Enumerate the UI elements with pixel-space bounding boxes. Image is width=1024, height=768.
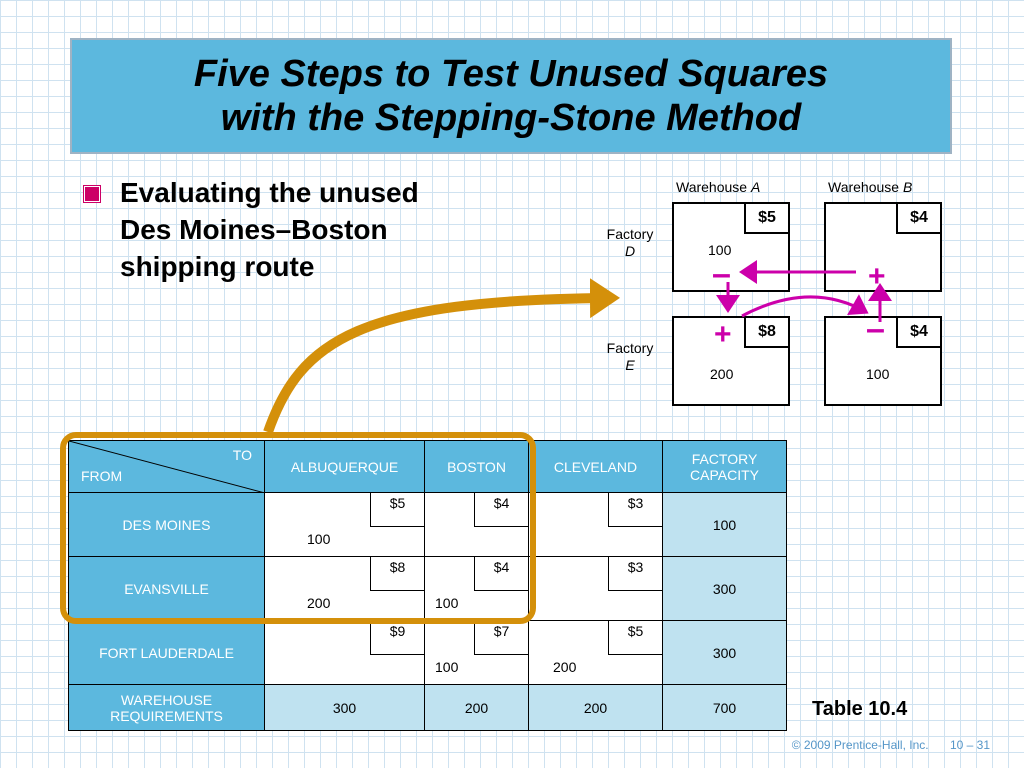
capacity-cell: 100 bbox=[663, 493, 787, 557]
row-header-des-moines: DES MOINES bbox=[69, 493, 265, 557]
cell-cost: $5 bbox=[370, 493, 424, 527]
cell-cost: $5 bbox=[744, 204, 788, 234]
row-header-evansville: EVANSVILLE bbox=[69, 557, 265, 621]
column-header-capacity: FACTORY CAPACITY bbox=[663, 441, 787, 493]
table-cell bbox=[529, 557, 663, 621]
cell-cost: $9 bbox=[370, 621, 424, 655]
cell-cost: $3 bbox=[608, 493, 662, 527]
gold-pointer-arrow bbox=[268, 298, 610, 432]
sign-minus-eb: – bbox=[866, 310, 885, 348]
from-label: FROM bbox=[81, 468, 123, 484]
cell-cost: $8 bbox=[744, 318, 788, 348]
table-cell bbox=[265, 621, 425, 685]
row-header-fort-lauderdale: FORT LAUDERDALE bbox=[69, 621, 265, 685]
warehouse-b-label: Warehouse B bbox=[828, 179, 913, 195]
footer bbox=[774, 738, 990, 752]
factory-e-label: Factory E bbox=[606, 340, 654, 373]
cell-cost: $3 bbox=[608, 557, 662, 591]
to-label: TO bbox=[232, 447, 252, 463]
requirement-cell: 200 bbox=[529, 685, 663, 731]
column-header-boston: BOSTON bbox=[425, 441, 529, 493]
table-cell bbox=[425, 621, 529, 685]
table-caption: Table 10.4 bbox=[812, 698, 908, 720]
bullet-line2: Des Moines–Boston bbox=[120, 214, 388, 245]
sign-plus-db: + bbox=[868, 260, 886, 293]
cell-cost: $4 bbox=[896, 204, 940, 234]
table-cell bbox=[529, 621, 663, 685]
capacity-cell: 300 bbox=[663, 557, 787, 621]
column-header-cleveland: CLEVELAND bbox=[529, 441, 663, 493]
cell-value: 200 bbox=[553, 659, 577, 675]
cell-value: 100 bbox=[435, 595, 459, 611]
capacity-cell: 300 bbox=[663, 621, 787, 685]
cell-value: 200 bbox=[710, 366, 734, 382]
cell-value: 200 bbox=[307, 595, 331, 611]
slide-title-line2: with the Stepping-Stone Method bbox=[220, 97, 802, 139]
table-row bbox=[69, 621, 787, 685]
factory-d-label: Factory D bbox=[606, 226, 654, 259]
cell-value: 100 bbox=[435, 659, 459, 675]
cell-cost: $8 bbox=[370, 557, 424, 591]
cell-value: 100 bbox=[708, 242, 732, 258]
cell-cost: $4 bbox=[896, 318, 940, 348]
cell-value: 100 bbox=[866, 366, 890, 382]
sign-plus-ea: + bbox=[714, 318, 732, 351]
cell-cost: $4 bbox=[474, 557, 528, 591]
warehouse-a-label: Warehouse A bbox=[676, 179, 761, 195]
column-header-albuquerque: ALBUQUERQUE bbox=[265, 441, 425, 493]
bullet-line3: shipping route bbox=[120, 251, 315, 282]
bullet-line1: Evaluating the unused bbox=[120, 177, 419, 208]
highlight-rectangle bbox=[60, 432, 536, 624]
total-cell: 700 bbox=[663, 685, 787, 731]
arrow-ea-to-eb bbox=[742, 297, 866, 316]
cell-value: 100 bbox=[307, 531, 331, 547]
row-header-warehouse-requirements: WAREHOUSE REQUIREMENTS bbox=[69, 685, 265, 731]
sign-minus-da: – bbox=[712, 255, 731, 293]
cell-cost: $5 bbox=[608, 621, 662, 655]
cell-cost: $7 bbox=[474, 621, 528, 655]
requirement-cell: 200 bbox=[425, 685, 529, 731]
requirement-cell: 300 bbox=[265, 685, 425, 731]
footer-copyright: © 2009 Prentice-Hall, Inc. bbox=[791, 738, 929, 752]
footer-page-number: 10 – 31 bbox=[949, 738, 990, 752]
table-cell bbox=[529, 493, 663, 557]
cell-cost: $4 bbox=[474, 493, 528, 527]
slide-title-line1: Five Steps to Test Unused Squares bbox=[193, 53, 829, 95]
requirements-row bbox=[69, 685, 787, 731]
